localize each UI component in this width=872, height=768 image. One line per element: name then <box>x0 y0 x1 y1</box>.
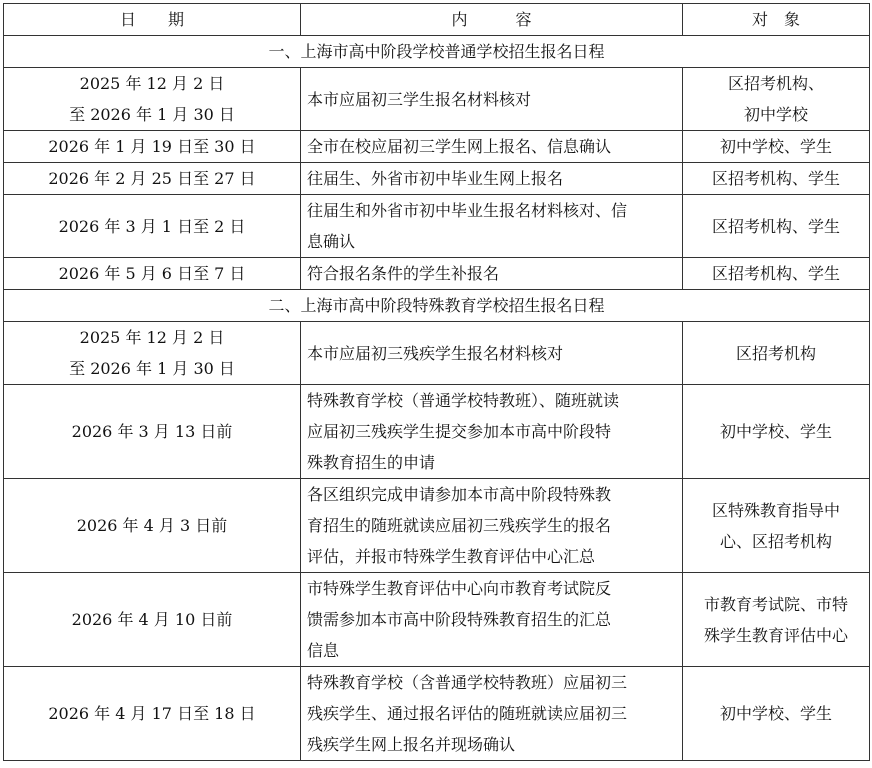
content-cell <box>301 163 683 195</box>
table-row <box>4 573 870 667</box>
date-cell <box>4 195 301 258</box>
date-cell <box>4 479 301 573</box>
content-cell-line: 符合报名条件的学生补报名 <box>307 264 500 283</box>
target-cell-line: 殊学生教育评估中心 <box>703 625 848 645</box>
table-row <box>4 195 870 258</box>
content-cell <box>301 258 683 290</box>
date-cell <box>4 68 301 131</box>
content-cell-line: 残疾学生网上报名并现场确认 <box>307 735 516 754</box>
section-header-row <box>4 290 870 322</box>
target-cell-line: 初中学校、学生 <box>719 704 832 723</box>
content-cell-line: 息确认 <box>307 232 356 251</box>
target-cell-line: 初中学校、学生 <box>719 137 832 156</box>
target-cell <box>683 68 870 131</box>
content-cell-line: 各区组织完成申请参加本市高中阶段特殊教 <box>307 485 612 504</box>
content-cell-line: 残疾学生、通过报名评估的随班就读应届初三 <box>307 704 628 723</box>
table-row <box>4 131 870 163</box>
table-row <box>4 163 870 195</box>
content-cell-line: 馈需参加本市高中阶段特殊教育招生的汇总 <box>307 610 612 629</box>
target-cell <box>683 163 870 195</box>
date-cell-line: 至 2026 年 1 月 30 日 <box>69 359 235 378</box>
table-row <box>4 667 870 761</box>
header-content: 内 容 <box>301 4 683 36</box>
enrollment-schedule-table <box>3 3 870 761</box>
table-row <box>4 258 870 290</box>
date-cell-line: 2026 年 2 月 25 日至 27 日 <box>48 169 256 188</box>
date-cell-line: 至 2026 年 1 月 30 日 <box>69 105 235 124</box>
target-cell-line: 初中学校、学生 <box>719 422 832 441</box>
target-cell <box>683 667 870 761</box>
target-cell <box>683 573 870 667</box>
table-row <box>4 322 870 385</box>
date-cell-line: 2026 年 4 月 3 日前 <box>76 516 228 535</box>
content-cell-line: 特殊教育学校（含普通学校特教班）应届初三 <box>307 673 628 692</box>
target-cell <box>683 131 870 163</box>
content-cell-line: 应届初三残疾学生提交参加本市高中阶段特 <box>307 422 612 441</box>
date-cell-line: 2026 年 4 月 17 日至 18 日 <box>48 704 256 723</box>
content-cell-line: 信息 <box>307 641 340 660</box>
content-cell-line: 本市应届初三残疾学生报名材料核对 <box>307 343 564 363</box>
content-cell-line: 市特殊学生教育评估中心向市教育考试院反 <box>307 579 612 598</box>
target-cell <box>683 385 870 479</box>
date-cell <box>4 258 301 290</box>
section-title: 一、上海市高中阶段学校普通学校招生报名日程 <box>4 36 870 68</box>
section-header-row <box>4 36 870 68</box>
date-cell <box>4 131 301 163</box>
target-cell-line: 区招考机构、学生 <box>711 264 840 283</box>
date-cell-line: 2026 年 3 月 1 日至 2 日 <box>58 216 246 236</box>
content-cell <box>301 131 683 163</box>
date-cell-line: 2026 年 5 月 6 日至 7 日 <box>58 264 246 283</box>
target-cell-line: 区特殊教育指导中 <box>711 500 840 520</box>
target-cell-line: 区招考机构、学生 <box>711 169 840 188</box>
content-cell <box>301 667 683 761</box>
content-cell <box>301 479 683 573</box>
section-title: 二、上海市高中阶段特殊教育学校招生报名日程 <box>4 290 870 322</box>
date-cell-line: 2025 年 12 月 2 日 <box>79 74 225 93</box>
target-cell-line: 区招考机构、学生 <box>711 216 840 236</box>
header-row <box>4 4 870 36</box>
target-cell-line: 初中学校 <box>743 105 808 124</box>
content-cell-line: 本市应届初三学生报名材料核对 <box>307 89 532 109</box>
target-cell <box>683 322 870 385</box>
table-row <box>4 385 870 479</box>
content-cell-line: 殊教育招生的申请 <box>307 453 436 472</box>
target-cell-line: 区招考机构、 <box>727 74 824 93</box>
content-cell <box>301 195 683 258</box>
header-date: 日 期 <box>4 4 301 36</box>
content-cell-line: 往届生和外省市初中毕业生报名材料核对、信 <box>307 201 628 220</box>
date-cell <box>4 163 301 195</box>
target-cell <box>683 258 870 290</box>
date-cell-line: 2026 年 1 月 19 日至 30 日 <box>48 137 256 156</box>
schedule-body <box>4 36 870 761</box>
content-cell-line: 评估，并报市特殊学生教育评估中心汇总 <box>307 547 596 566</box>
target-cell <box>683 195 870 258</box>
content-cell-line: 全市在校应届初三学生网上报名、信息确认 <box>307 137 612 156</box>
date-cell <box>4 573 301 667</box>
table-row <box>4 479 870 573</box>
table-row <box>4 68 870 131</box>
content-cell <box>301 68 683 131</box>
content-cell <box>301 322 683 385</box>
content-cell <box>301 385 683 479</box>
date-cell-line: 2026 年 3 月 13 日前 <box>71 422 233 441</box>
header-target: 对 象 <box>683 4 870 36</box>
date-cell-line: 2026 年 4 月 10 日前 <box>71 610 233 629</box>
content-cell-line: 育招生的随班就读应届初三残疾学生的报名 <box>307 516 612 535</box>
target-cell-line: 市教育考试院、市特 <box>703 594 848 614</box>
date-cell <box>4 385 301 479</box>
content-cell-line: 往届生、外省市初中毕业生网上报名 <box>307 169 564 188</box>
target-cell-line: 区招考机构 <box>735 343 816 363</box>
date-cell <box>4 667 301 761</box>
target-cell-line: 心、区招考机构 <box>719 531 832 551</box>
target-cell <box>683 479 870 573</box>
content-cell-line: 特殊教育学校（普通学校特教班）、随班就读 <box>307 391 620 410</box>
content-cell <box>301 573 683 667</box>
date-cell <box>4 322 301 385</box>
date-cell-line: 2025 年 12 月 2 日 <box>79 328 225 347</box>
